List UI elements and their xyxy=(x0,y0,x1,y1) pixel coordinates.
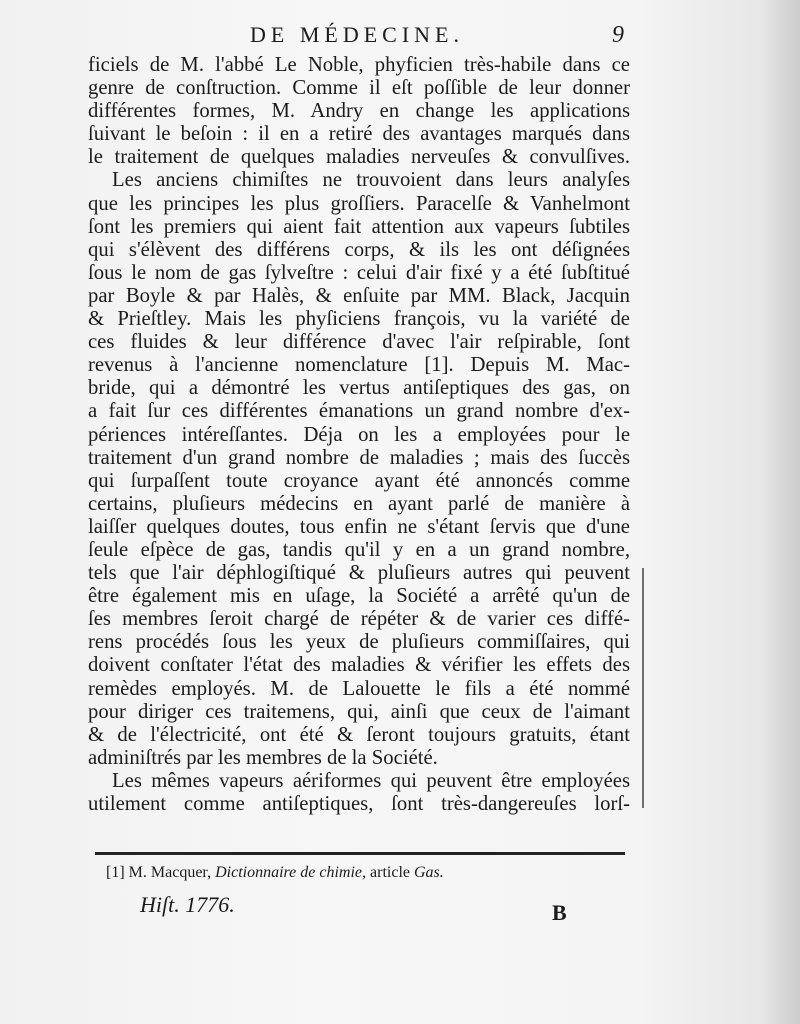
footnote-work: Dictionnaire de chimie, xyxy=(215,864,367,881)
text-line: doivent conſtater l'état des maladies & vérifier les effets des xyxy=(88,654,630,677)
body-text xyxy=(88,54,630,816)
page-edge-shadow xyxy=(760,0,800,1024)
text-line-paragraph-end: adminiſtrés par les membres de la Société. xyxy=(88,746,438,769)
footnote-author: M. Macquer, xyxy=(128,864,212,881)
text-line: ſous le nom de gas ſylveſtre : celui d'air fixé y a été ſubſtitué xyxy=(88,261,630,284)
text-line: bride, qui a démontré les vertus antiſeptiques des gas, on xyxy=(88,377,630,400)
footnote-marker: [1] xyxy=(106,864,125,881)
text-line: ſes membres ſeroit chargé de répéter & de varier ces diffé- xyxy=(88,608,630,631)
margin-pencil-mark xyxy=(642,568,644,808)
text-line: rens procédés ſous les yeux de pluſieurs commiſſaires, qui xyxy=(88,631,630,654)
text-line: utilement comme antiſeptiques, ſont très-dangereuſes lorſ- xyxy=(88,793,630,815)
text-line: pour diriger ces traitemens, qui, ainſi que ceux de l'aimant xyxy=(88,700,630,723)
text-line: remèdes employés. M. de Lalouette le fils a été nommé xyxy=(88,677,630,700)
text-line: & de l'électricité, ont été & ſeront toujours gratuits, étant xyxy=(88,723,630,746)
signature-line: Hiſt. 1776. xyxy=(140,892,235,917)
text-line: ces fluides & leur différence d'avec l'air reſpirable, ſont xyxy=(88,331,630,354)
text-line: traitement d'un grand nombre de maladies ; mais des ſuccès xyxy=(88,446,630,469)
footnote-rule xyxy=(95,852,625,855)
text-line-paragraph-start: Les mêmes vapeurs aériformes qui peuvent être employées xyxy=(112,769,630,792)
text-line: a fait ſur ces différentes émanations un grand nombre d'ex- xyxy=(88,400,630,423)
text-line: revenus à l'ancienne nomenclature [1]. Depuis M. Mac- xyxy=(88,354,630,377)
text-line: ſont les premiers qui aient fait attention aux vapeurs ſubtiles xyxy=(88,215,630,238)
text-line: le traitement de quelques maladies nerveuſes & convulſives. xyxy=(88,146,630,169)
text-line: & Prieſtley. Mais les phyſiciens françois, vu la variété de xyxy=(88,308,630,331)
running-title: DE MÉDECINE. xyxy=(250,22,464,47)
text-line: genre de conſtruction. Comme il eſt poſſible de leur donner xyxy=(88,77,630,100)
text-line: différentes formes, M. Andry en change les applications xyxy=(88,100,630,123)
text-line: tels que l'air déphlogiſtiqué & pluſieurs autres qui peuvent xyxy=(88,562,630,585)
footnote-entry: Gas. xyxy=(414,864,444,881)
footnote-article: article xyxy=(370,864,410,881)
text-line: ſuivant le beſoin : il en a retiré des avantages marqués dans xyxy=(88,123,630,146)
text-line: être également mis en uſage, la Société a arrêté qu'un de xyxy=(88,585,630,608)
signature-letter: B xyxy=(552,900,567,925)
text-line: qui s'élèvent des différens corps, & ils les ont déſignées xyxy=(88,238,630,261)
text-line: ſeule eſpèce de gas, tandis qu'il y en a un grand nombre, xyxy=(88,538,630,561)
text-line-paragraph-start: Les anciens chimiſtes ne trouvoient dans leurs analyſes xyxy=(112,169,630,192)
text-line: qui ſurpaſſent toute croyance ayant été annoncés comme xyxy=(88,469,630,492)
text-line: certains, pluſieurs médecins en ayant parlé de manière à xyxy=(88,492,630,515)
text-line: périences intéreſſantes. Déja on les a employées pour le xyxy=(88,423,630,446)
page-number: 9 xyxy=(612,22,624,48)
text-line: ficiels de M. l'abbé Le Noble, phyficien très-habile dans ce xyxy=(88,54,630,76)
text-line: laiſſer quelques doutes, tous enfin ne s'étant ſervis que d'une xyxy=(88,515,630,538)
footnote xyxy=(106,864,444,882)
text-line: que les principes les plus groſſiers. Paracelſe & Vanhelmont xyxy=(88,192,630,215)
text-line: par Boyle & par Halès, & enſuite par MM. Black, Jacquin xyxy=(88,284,630,307)
